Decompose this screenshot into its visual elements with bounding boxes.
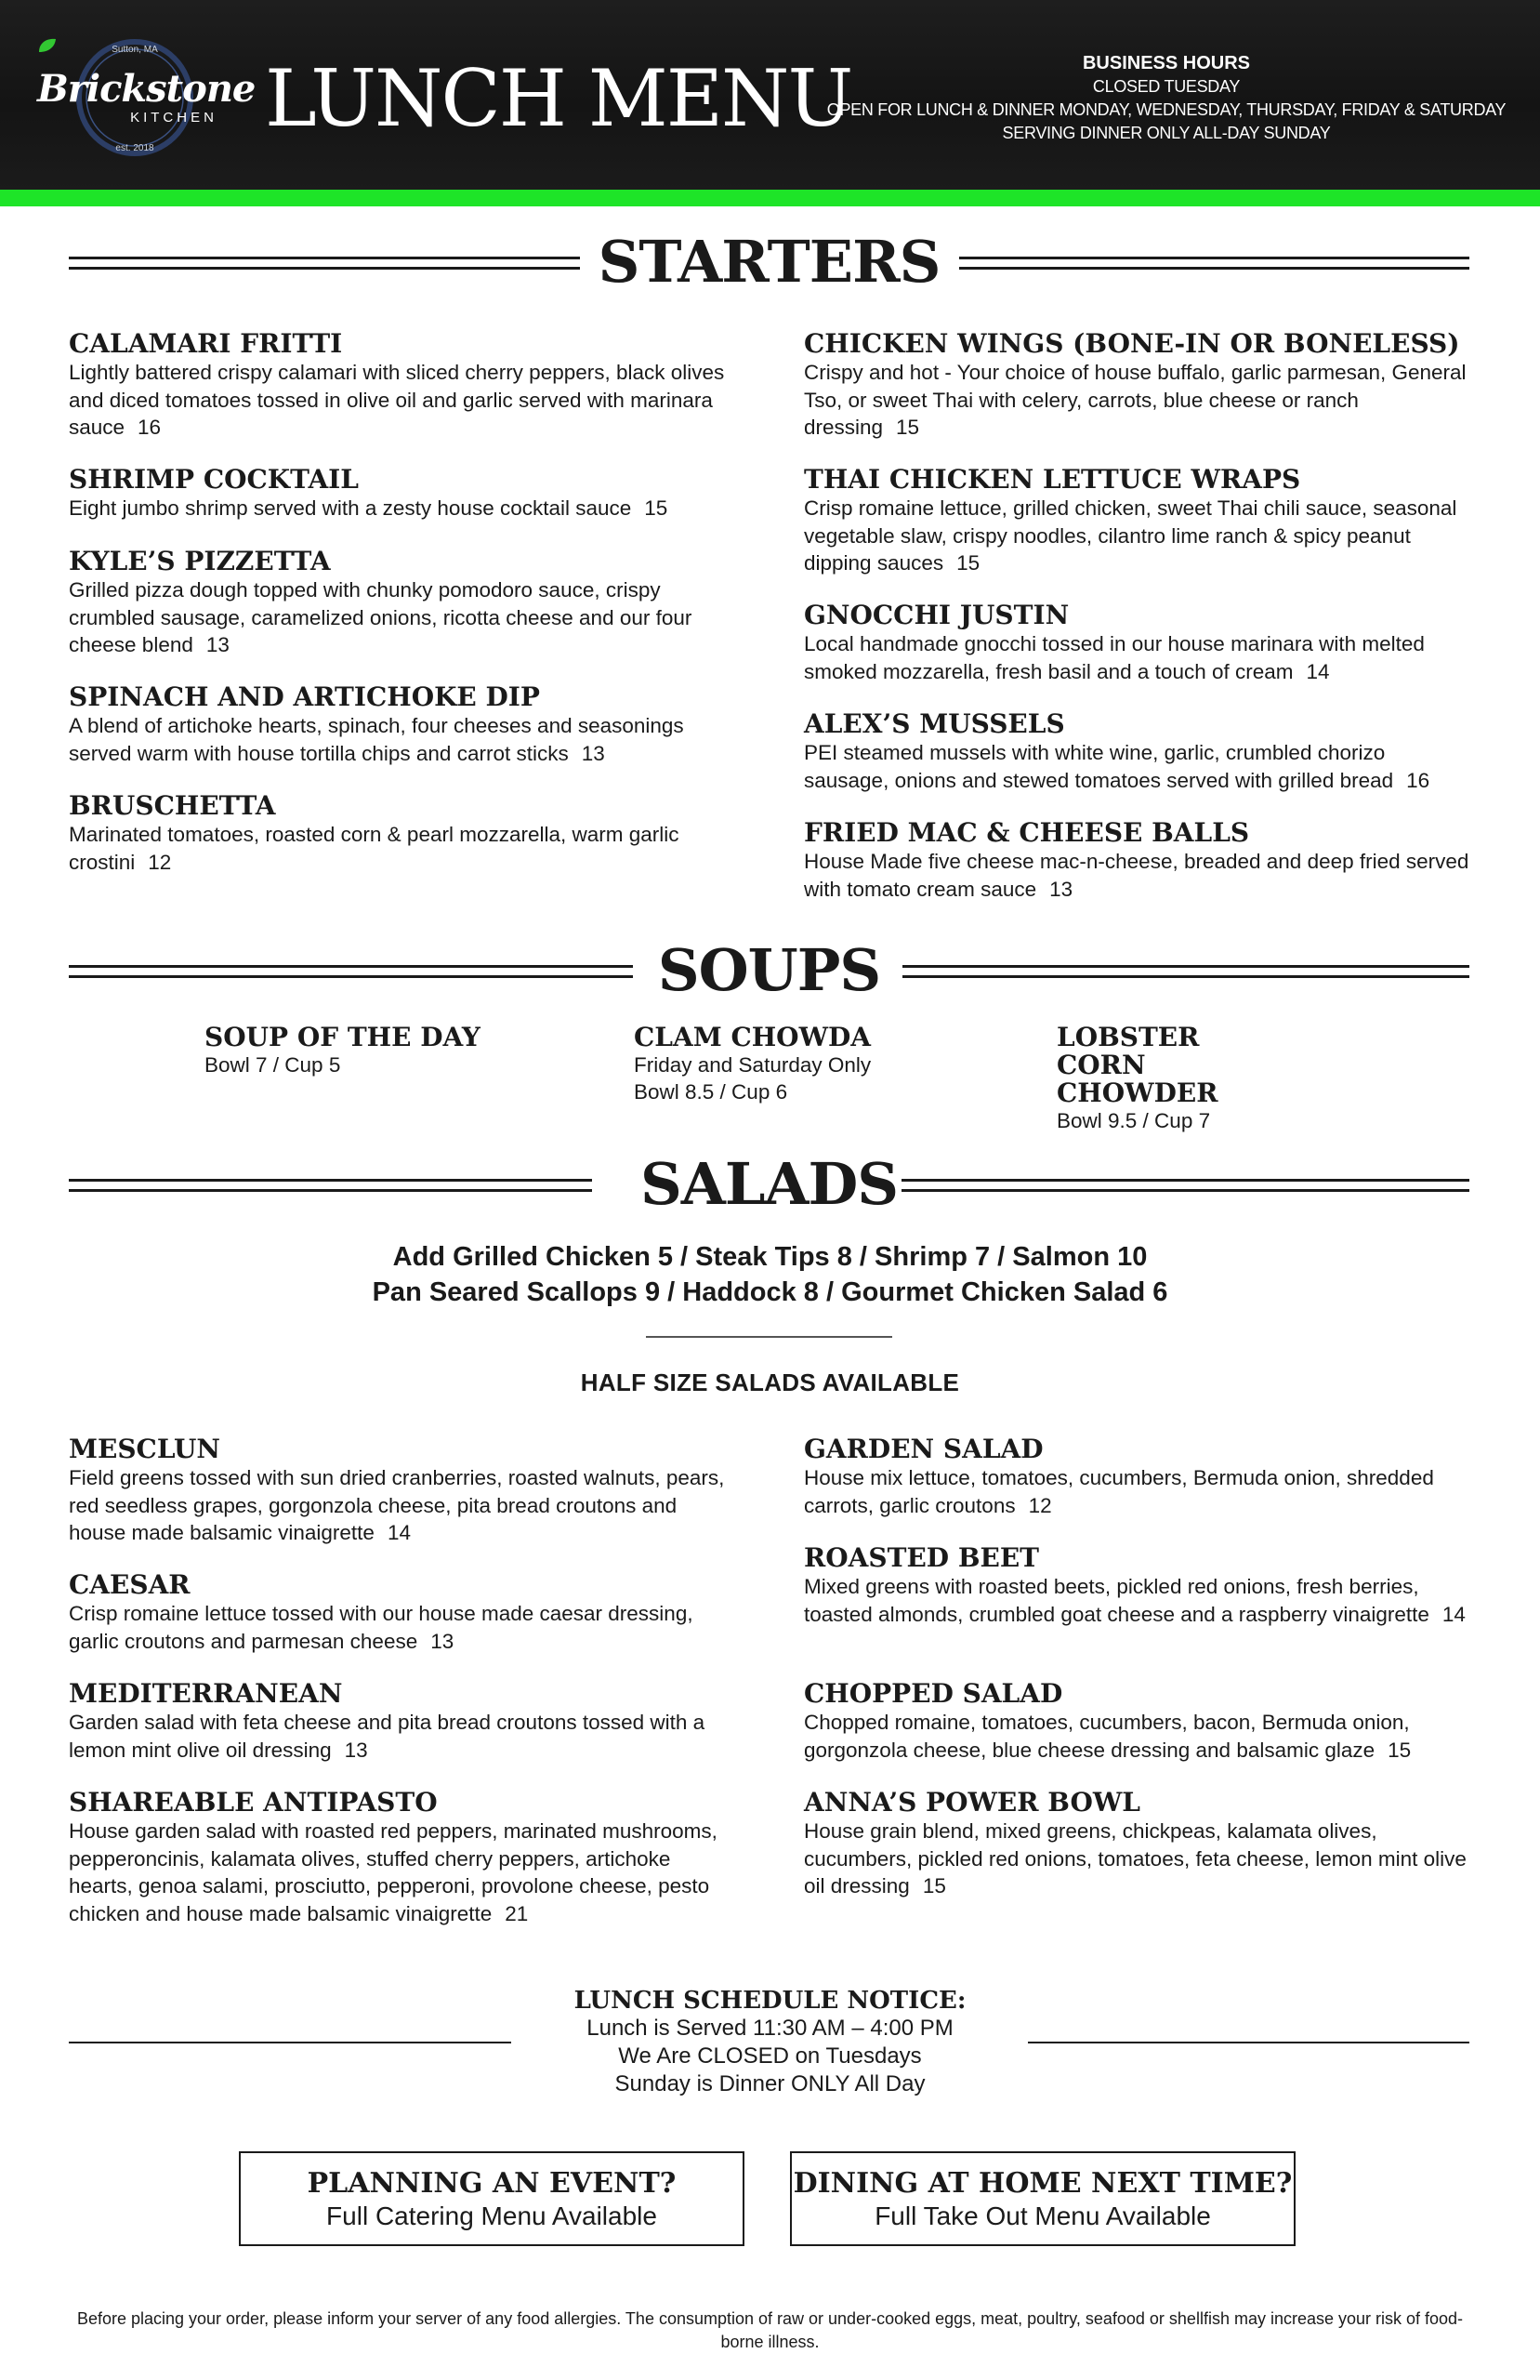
item-name: GNOCCHI JUSTIN (804, 600, 1070, 630)
notice-line: Sunday is Dinner ONLY All Day (614, 2071, 926, 2096)
item-price: 14 (1441, 1602, 1466, 1626)
green-accent-stripe (0, 190, 1540, 206)
logo-brand: Brickstone (37, 67, 256, 111)
box-subtitle: Full Take Out Menu Available (875, 2202, 1211, 2230)
item-name: SHRIMP COCKTAIL (69, 464, 359, 495)
menu-item (804, 601, 1473, 685)
item-description (69, 359, 738, 442)
item-desc-text: House Made five cheese mac-n-cheese, breaded and deep fried served with tomato cream sauce (804, 850, 1469, 901)
item-desc-text: Eight jumbo shrimp served with a zesty house cocktail sauce (69, 496, 632, 520)
section-header-soups (69, 933, 1469, 1008)
item-description (804, 739, 1473, 794)
menu-item (804, 1435, 1473, 1519)
item-name: GARDEN SALAD (804, 1434, 1044, 1464)
business-hours (818, 51, 1515, 145)
item-description (804, 495, 1473, 577)
menu-item (69, 465, 738, 522)
item-price: 15 (896, 416, 920, 439)
item-desc-text: House mix lettuce, tomatoes, cucumbers, Bermuda onion, shredded carrots, garlic croutons (804, 1466, 1434, 1517)
item-name: THAI CHICKEN LETTUCE WRAPS (804, 464, 1301, 495)
item-description (804, 359, 1473, 442)
menu-item (804, 818, 1473, 903)
item-name: ANNA’S POWER BOWL (804, 1787, 1140, 1818)
notice-line: Lunch is Served 11:30 AM – 4:00 PM (586, 2016, 954, 2041)
item-price: 12 (1028, 1493, 1052, 1517)
section-title: SALADS (639, 1150, 899, 1218)
allergy-disclaimer: Before placing your order, please inform your server of any food allergies. The consumption of raw or under-cooked eggs, meat, poultry, seafood or shellfish may increase your risk of food-borne illness. (76, 2309, 1464, 2351)
item-price: 15 (956, 551, 981, 575)
item-price: 13 (430, 1629, 454, 1653)
catering-box (239, 2151, 744, 2246)
lunch-schedule-notice (0, 1987, 1540, 2098)
item-desc-text: Chopped romaine, tomatoes, cucumbers, bacon, Bermuda onion, gorgonzola cheese, blue cheese dressing and balsamic glaze (804, 1711, 1410, 1762)
menu-item (69, 1435, 738, 1547)
menu-item (69, 682, 738, 767)
item-description (804, 630, 1473, 685)
addon-line: Add Grilled Chicken 5 / Steak Tips 8 / Shrimp 7 / Salmon 10 (392, 1242, 1148, 1272)
menu-item (804, 465, 1473, 577)
item-name: SPINACH AND ARTICHOKE DIP (69, 681, 540, 712)
soup-name: LOBSTER CORN CHOWDER (1057, 1022, 1218, 1108)
item-desc-text: Grilled pizza dough topped with chunky pomodoro sauce, crispy crumbled sausage, caramelized onions, ricotta cheese and our four cheese blend (69, 578, 692, 656)
menu-item (69, 791, 738, 876)
item-description (69, 1464, 738, 1547)
addon-line: Pan Seared Scallops 9 / Haddock 8 / Gourmet Chicken Salad 6 (372, 1277, 1168, 1307)
item-description (804, 1464, 1473, 1519)
item-name: CAESAR (69, 1569, 191, 1600)
item-name: MESCLUN (69, 1434, 221, 1464)
item-desc-text: PEI steamed mussels with white wine, garlic, crumbled chorizo sausage, onions and stewed tomatoes served with grilled bread (804, 741, 1394, 792)
logo-town: Sutton, MA (112, 45, 158, 55)
soup-price: Bowl 8.5 / Cup 6 (634, 1080, 788, 1104)
takeout-box (790, 2151, 1296, 2246)
half-size-note: HALF SIZE SALADS AVAILABLE (580, 1368, 960, 1396)
item-description (69, 712, 738, 767)
box-title: DINING AT HOME NEXT TIME? (793, 2167, 1293, 2200)
item-description (69, 1600, 738, 1655)
item-desc-text: Lightly battered crispy calamari with sliced cherry peppers, black olives and diced tomatoes tossed in olive oil and garlic served with marinara sauce (69, 361, 725, 439)
item-price: 21 (505, 1901, 529, 1925)
menu-item (69, 1679, 738, 1764)
hours-title: BUSINESS HOURS (1082, 53, 1251, 73)
page-title: LUNCH MENU (265, 53, 852, 144)
logo-sub: KITCHEN (130, 110, 217, 126)
soup-item (1057, 1024, 1289, 1134)
hours-line: OPEN FOR LUNCH & DINNER MONDAY, WEDNESDAY, THURSDAY, FRIDAY & SATURDAY (826, 100, 1507, 119)
section-header-salads (69, 1147, 1469, 1222)
soup-name: CLAM CHOWDA (634, 1022, 872, 1052)
item-price: 14 (387, 1521, 411, 1544)
menu-item (69, 1570, 738, 1655)
item-price: 13 (344, 1738, 368, 1762)
soup-price: Bowl 7 / Cup 5 (204, 1053, 341, 1077)
notice-title: LUNCH SCHEDULE NOTICE: (573, 1987, 967, 2015)
item-name: MEDITERRANEAN (69, 1678, 343, 1709)
item-price: 14 (1306, 659, 1330, 683)
divider (646, 1336, 892, 1338)
item-name: KYLE’S PIZZETTA (69, 546, 331, 576)
item-price: 13 (581, 741, 605, 765)
menu-item (69, 329, 738, 442)
menu-item (69, 1788, 738, 1927)
item-desc-text: Garden salad with feta cheese and pita bread croutons tossed with a lemon mint olive oil dressing (69, 1711, 705, 1762)
menu-item (804, 329, 1473, 442)
item-desc-text: House grain blend, mixed greens, chickpeas, kalamata olives, cucumbers, pickled red onions, tomatoes, feta cheese, lemon mint olive oil dressing (804, 1819, 1467, 1897)
menu-item (804, 1679, 1473, 1764)
soup-item (204, 1024, 483, 1078)
item-name: ROASTED BEET (804, 1542, 1039, 1573)
item-desc-text: House garden salad with roasted red peppers, marinated mushrooms, pepperoncinis, kalamata olives, stuffed cherry peppers, artichoke hearts, genoa salami, prosciutto, pepperoni, provolone cheese, pesto chicken and house made balsamic vinaigrette (69, 1819, 717, 1925)
leaf-icon (37, 37, 58, 54)
header-banner (0, 0, 1540, 190)
item-description (69, 821, 738, 876)
item-desc-text: Field greens tossed with sun dried cranberries, roasted walnuts, pears, red seedless grapes, gorgonzola cheese, pita bread croutons and house made balsamic vinaigrette (69, 1466, 725, 1544)
item-price: 16 (138, 416, 162, 439)
item-name: CALAMARI FRITTI (69, 328, 343, 359)
box-subtitle: Full Catering Menu Available (326, 2202, 657, 2230)
item-description (69, 1709, 738, 1764)
item-name: BRUSCHETTA (69, 790, 276, 821)
item-price: 12 (148, 850, 172, 874)
item-desc-text: Mixed greens with roasted beets, pickled red onions, fresh berries, toasted almonds, crumbled goat cheese and a raspberry vinaigrette (804, 1575, 1429, 1626)
section-header-starters (69, 225, 1469, 299)
salad-addons (0, 1239, 1540, 1310)
item-desc-text: Crisp romaine lettuce tossed with our house made caesar dressing, garlic croutons and parmesan cheese (69, 1602, 693, 1653)
item-desc-text: A blend of artichoke hearts, spinach, four cheeses and seasonings served warm with house tortilla chips and carrot sticks (69, 714, 684, 765)
section-title: SOUPS (657, 936, 881, 1004)
item-desc-text: Local handmade gnocchi tossed in our house marinara with melted smoked mozzarella, fresh basil and a touch of cream (804, 632, 1425, 683)
item-description (804, 1573, 1473, 1628)
menu-item (804, 1788, 1473, 1900)
item-price: 15 (644, 496, 668, 520)
menu-item (804, 709, 1473, 794)
item-name: CHOPPED SALAD (804, 1678, 1063, 1709)
item-desc-text: Crispy and hot - Your choice of house buffalo, garlic parmesan, General Tso, or sweet Thai with celery, carrots, blue cheese or ranch dressing (804, 361, 1467, 439)
menu-item (69, 547, 738, 659)
item-name: ALEX’S MUSSELS (804, 708, 1065, 739)
hours-line: SERVING DINNER ONLY ALL-DAY SUNDAY (1002, 124, 1331, 142)
item-price: 16 (1406, 768, 1430, 792)
item-description (804, 1818, 1473, 1900)
menu-item (804, 1543, 1473, 1628)
item-price: 15 (922, 1874, 946, 1897)
notice-line: We Are CLOSED on Tuesdays (618, 2043, 922, 2069)
item-price: 13 (205, 633, 230, 656)
logo-est: est. 2018 (115, 143, 154, 153)
item-description (804, 848, 1473, 903)
item-name: CHICKEN WINGS (BONE-IN OR BONELESS) (804, 328, 1460, 359)
soup-name: SOUP OF THE DAY (204, 1022, 480, 1052)
item-name: SHAREABLE ANTIPASTO (69, 1787, 438, 1818)
item-name: FRIED MAC & CHEESE BALLS (804, 817, 1250, 848)
item-desc-text: Marinated tomatoes, roasted corn & pearl mozzarella, warm garlic crostini (69, 823, 679, 874)
box-title: PLANNING AN EVENT? (307, 2167, 677, 2200)
item-price: 13 (1049, 877, 1073, 901)
soup-price: Bowl 9.5 / Cup 7 (1057, 1109, 1211, 1132)
item-description (69, 576, 738, 659)
soup-item (634, 1024, 913, 1105)
hours-line: CLOSED TUESDAY (1092, 77, 1241, 96)
item-description (804, 1709, 1473, 1764)
soup-note: Friday and Saturday Only (634, 1053, 872, 1077)
brickstone-logo (37, 37, 256, 158)
item-description (69, 495, 738, 522)
section-title: STARTERS (598, 228, 941, 296)
item-desc-text: Crisp romaine lettuce, grilled chicken, sweet Thai chili sauce, seasonal vegetable slaw, crispy noodles, cilantro lime ranch & spicy peanut dipping sauces (804, 496, 1457, 575)
item-description (69, 1818, 738, 1927)
item-price: 15 (1388, 1738, 1412, 1762)
